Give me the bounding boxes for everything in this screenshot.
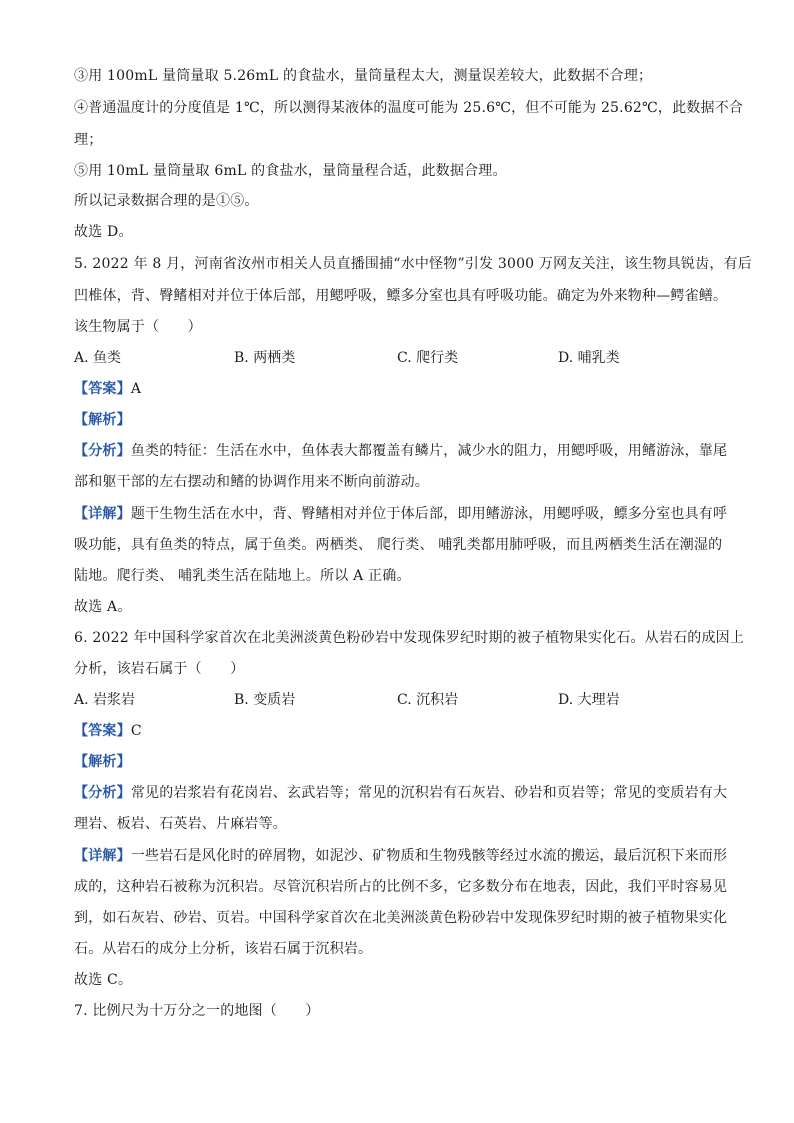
- answer-tag: 【答案】: [74, 381, 131, 397]
- text-line: ④普通温度计的分度值是 1℃，所以测得某液体的温度可能为 25.6℃，但不可能为 25.62℃，此数据不合: [74, 100, 744, 116]
- xiangjie-line: [74, 504, 727, 524]
- option-a: A. 岩浆岩: [74, 692, 136, 708]
- option-c: C. 沉积岩: [397, 692, 459, 708]
- text-line: ③用 100mL 量筒量取 5.26mL 的食盐水，量筒量程太大，测量误差较大，此数据不合理；: [74, 68, 653, 84]
- xiangjie-tag: 【详解】: [74, 848, 131, 864]
- xiangjie-text: 题干生物生活在水中，背、臀鳍相对并位于体后部，即用鳍游泳，用鳃呼吸，鳔多分室也具有呼: [130, 506, 728, 522]
- conclusion-line: 故选 A。: [74, 599, 132, 615]
- conclusion-line: 故选 C。: [74, 972, 133, 988]
- question-6-stem: 6. 2022 年中国科学家首次在北美洲淡黄色粉砂岩中发现侏罗纪时期的被子植物果实化石。从岩石的成因上: [74, 630, 745, 646]
- option-d: D. 大理岩: [558, 692, 620, 708]
- option-b: B. 变质岩: [234, 692, 296, 708]
- xiangjie-line: [74, 846, 727, 866]
- answer-line: [74, 379, 141, 399]
- fenxi-text: 理岩、板岩、石英岩、片麻岩等。: [74, 816, 287, 832]
- answer-tag: 【答案】: [74, 723, 131, 739]
- fenxi-text: 鱼类的特征：生活在水中，鱼体表大都覆盖有鳞片，减少水的阻力，用鳃呼吸，用鳍游泳，靠尾: [130, 443, 728, 459]
- option-c: C. 爬行类: [397, 350, 459, 366]
- question-7-stem: 7. 比例尺为十万分之一的地图（ ）: [74, 1003, 320, 1019]
- fenxi-line: [74, 783, 727, 803]
- xiangjie-text: 陆地。爬行类、 哺乳类生活在陆地上。所以 A 正确。: [74, 568, 411, 584]
- text-line: 理；: [74, 132, 103, 148]
- xiangjie-text: 一些岩石是风化时的碎屑物，如泥沙、矿物质和生物残骸等经过水流的搬运，最后沉积下来而形: [130, 848, 728, 864]
- analysis-heading: [74, 752, 131, 772]
- option-d: D. 哺乳类: [558, 350, 620, 366]
- xiangjie-text: 吸功能，具有鱼类的特点，属于鱼类。两栖类、 爬行类、 哺乳类都用肺呼吸，而且两栖类生活在潮湿的: [74, 537, 723, 553]
- text-line: 所以记录数据合理的是①⑤。: [74, 193, 259, 209]
- analysis-tag: 【解析】: [74, 412, 131, 428]
- conclusion-line: 故选 D。: [74, 224, 133, 240]
- fenxi-line: [74, 441, 727, 461]
- analysis-tag: 【解析】: [74, 754, 131, 770]
- answer-value: C: [130, 723, 142, 739]
- question-5-stem: 该生物属于（ ）: [74, 319, 202, 335]
- xiangjie-text: 成的，这种岩石被称为沉积岩。尽管沉积岩所占的比例不多，它多数分布在地表，因此，我们平时容易见: [74, 879, 728, 895]
- answer-value: A: [130, 381, 142, 397]
- fenxi-text: 部和躯干部的左右摆动和鳍的协调作用来不断向前游动。: [74, 474, 429, 490]
- xiangjie-text: 到，如石灰岩、砂岩、页岩。中国科学家首次在北美洲淡黄色粉砂岩中发现侏罗纪时期的被子植物果实化: [74, 910, 728, 926]
- option-a: A. 鱼类: [74, 350, 122, 366]
- question-5-stem: 凹椎体，背、臀鳍相对并位于体后部，用鳃呼吸，鳔多分室也具有呼吸功能。确定为外来物种—鳄雀鳝。: [74, 288, 728, 304]
- analysis-heading: [74, 410, 131, 430]
- xiangjie-text: 石。从岩石的成分上分析，该岩石属于沉积岩。: [74, 941, 373, 957]
- fenxi-tag: 【分析】: [74, 443, 131, 459]
- fenxi-tag: 【分析】: [74, 785, 131, 801]
- text-line: ⑤用 10mL 量筒量取 6mL 的食盐水，量筒量程合适，此数据合理。: [74, 163, 507, 179]
- option-b: B. 两栖类: [234, 350, 296, 366]
- fenxi-text: 常见的岩浆岩有花岗岩、玄武岩等；常见的沉积岩有石灰岩、砂岩和页岩等；常见的变质岩有大: [130, 785, 728, 801]
- question-5-stem: 5. 2022 年 8 月，河南省汝州市相关人员直播围捕“水中怪物”引发 3000 万网友关注，该生物具锐齿，有后: [74, 256, 752, 272]
- question-6-stem: 分析，该岩石属于（ ）: [74, 661, 245, 677]
- answer-line: [74, 721, 142, 741]
- xiangjie-tag: 【详解】: [74, 506, 131, 522]
